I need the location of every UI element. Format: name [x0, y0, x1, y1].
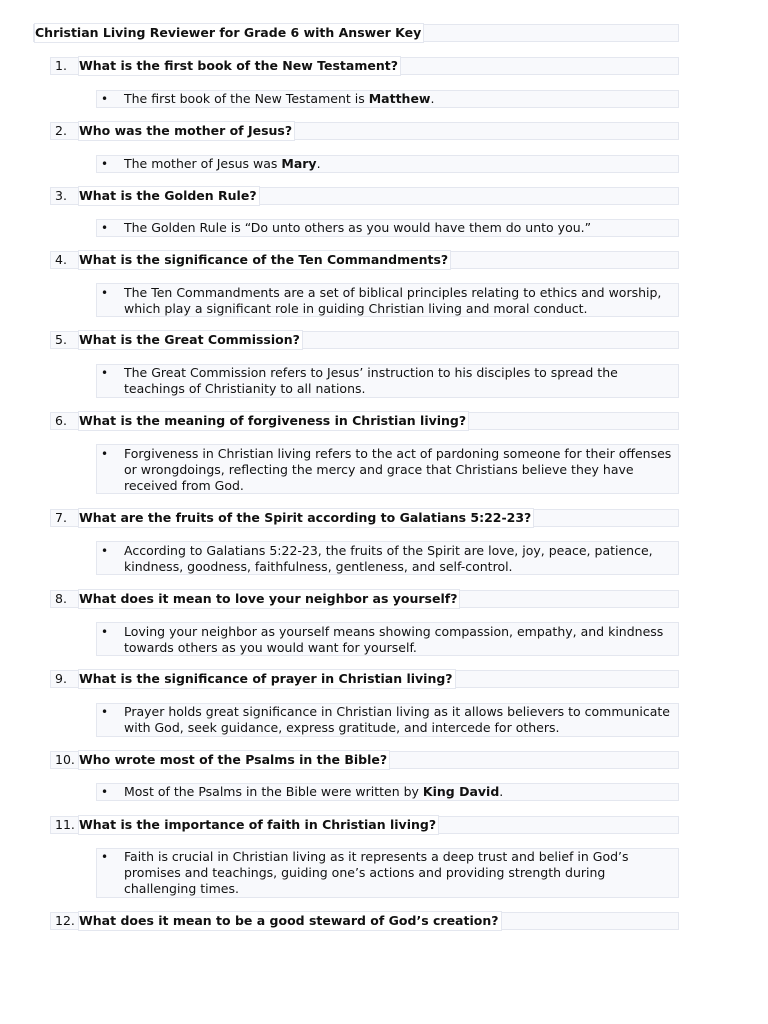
answer-text: Loving your neighbor as yourself means showing compassion, empathy, and kindness towards others as you would want for yourself.: [124, 624, 664, 656]
bullet-icon: •: [101, 850, 109, 864]
answer-text: Prayer holds great significance in Christian living as it allows believers to communicate with God, seek guidance, express gratitude, and intercede for others.: [124, 704, 670, 736]
question-text: Who was the mother of Jesus?: [79, 123, 293, 138]
question-text: What is the significance of the Ten Commandments?: [79, 252, 449, 267]
bullet-icon: •: [101, 447, 109, 461]
question-number: 11.: [55, 817, 75, 832]
question-text: What is the meaning of forgiveness in Christian living?: [79, 413, 467, 428]
question-number: 2.: [55, 123, 67, 138]
bullet-icon: •: [101, 221, 109, 235]
question-number: 3.: [55, 188, 67, 203]
question-number: 9.: [55, 671, 67, 686]
question-text: What is the Golden Rule?: [79, 188, 257, 203]
document-title: Christian Living Reviewer for Grade 6 with Answer Key: [35, 25, 422, 40]
bullet-icon: •: [101, 544, 109, 558]
question-text: What are the fruits of the Spirit according to Galatians 5:22-23?: [79, 510, 532, 525]
answer-text: According to Galatians 5:22-23, the fruits of the Spirit are love, joy, peace, patience, kindness, goodness, faithfulness, gentleness, and self-control.: [124, 543, 653, 575]
question-text: What is the importance of faith in Christian living?: [79, 817, 437, 832]
question-number: 10.: [55, 752, 75, 767]
bullet-icon: •: [101, 705, 109, 719]
bullet-icon: •: [101, 366, 109, 380]
bullet-icon: •: [101, 785, 109, 799]
question-number: 4.: [55, 252, 67, 267]
question-number: 12.: [55, 913, 75, 928]
answer-text: Most of the Psalms in the Bible were written by King David.: [124, 784, 504, 799]
question-number: 8.: [55, 591, 67, 606]
question-text: What is the Great Commission?: [79, 332, 300, 347]
question-text: What is the first book of the New Testament?: [79, 58, 398, 73]
answer-text: The Golden Rule is “Do unto others as you would have them do unto you.”: [124, 220, 592, 235]
question-number: 7.: [55, 510, 67, 525]
question-number: 6.: [55, 413, 67, 428]
answer-keyword: Mary: [281, 156, 317, 171]
answer-text: Forgiveness in Christian living refers to the act of pardoning someone for their offenses or wrongdoings, reflecting the mercy and grace that Christians believe they have received from God.: [124, 446, 672, 494]
answer-text: The first book of the New Testament is Matthew.: [124, 91, 435, 106]
bullet-icon: •: [101, 92, 109, 106]
answer-text: Faith is crucial in Christian living as it represents a deep trust and belief in God’s promises and teachings, guiding one’s actions and providing strength during challenging times.: [124, 849, 629, 897]
answer-text: The Ten Commandments are a set of biblical principles relating to ethics and worship, which play a significant role in guiding Christian living and moral conduct.: [124, 285, 662, 317]
bullet-icon: •: [101, 286, 109, 300]
question-text: What is the significance of prayer in Christian living?: [79, 671, 453, 686]
question-number: 5.: [55, 332, 67, 347]
question-text: What does it mean to be a good steward of God’s creation?: [79, 913, 499, 928]
bullet-icon: •: [101, 625, 109, 639]
question-text: What does it mean to love your neighbor as yourself?: [79, 591, 458, 606]
question-number: 1.: [55, 58, 67, 73]
answer-text: The mother of Jesus was Mary.: [124, 156, 321, 171]
bullet-icon: •: [101, 157, 109, 171]
question-text: Who wrote most of the Psalms in the Bible?: [79, 752, 388, 767]
answer-text: The Great Commission refers to Jesus’ instruction to his disciples to spread the teachings of Christianity to all nations.: [124, 365, 618, 397]
answer-keyword: King David: [422, 784, 500, 799]
answer-keyword: Matthew: [368, 91, 431, 106]
